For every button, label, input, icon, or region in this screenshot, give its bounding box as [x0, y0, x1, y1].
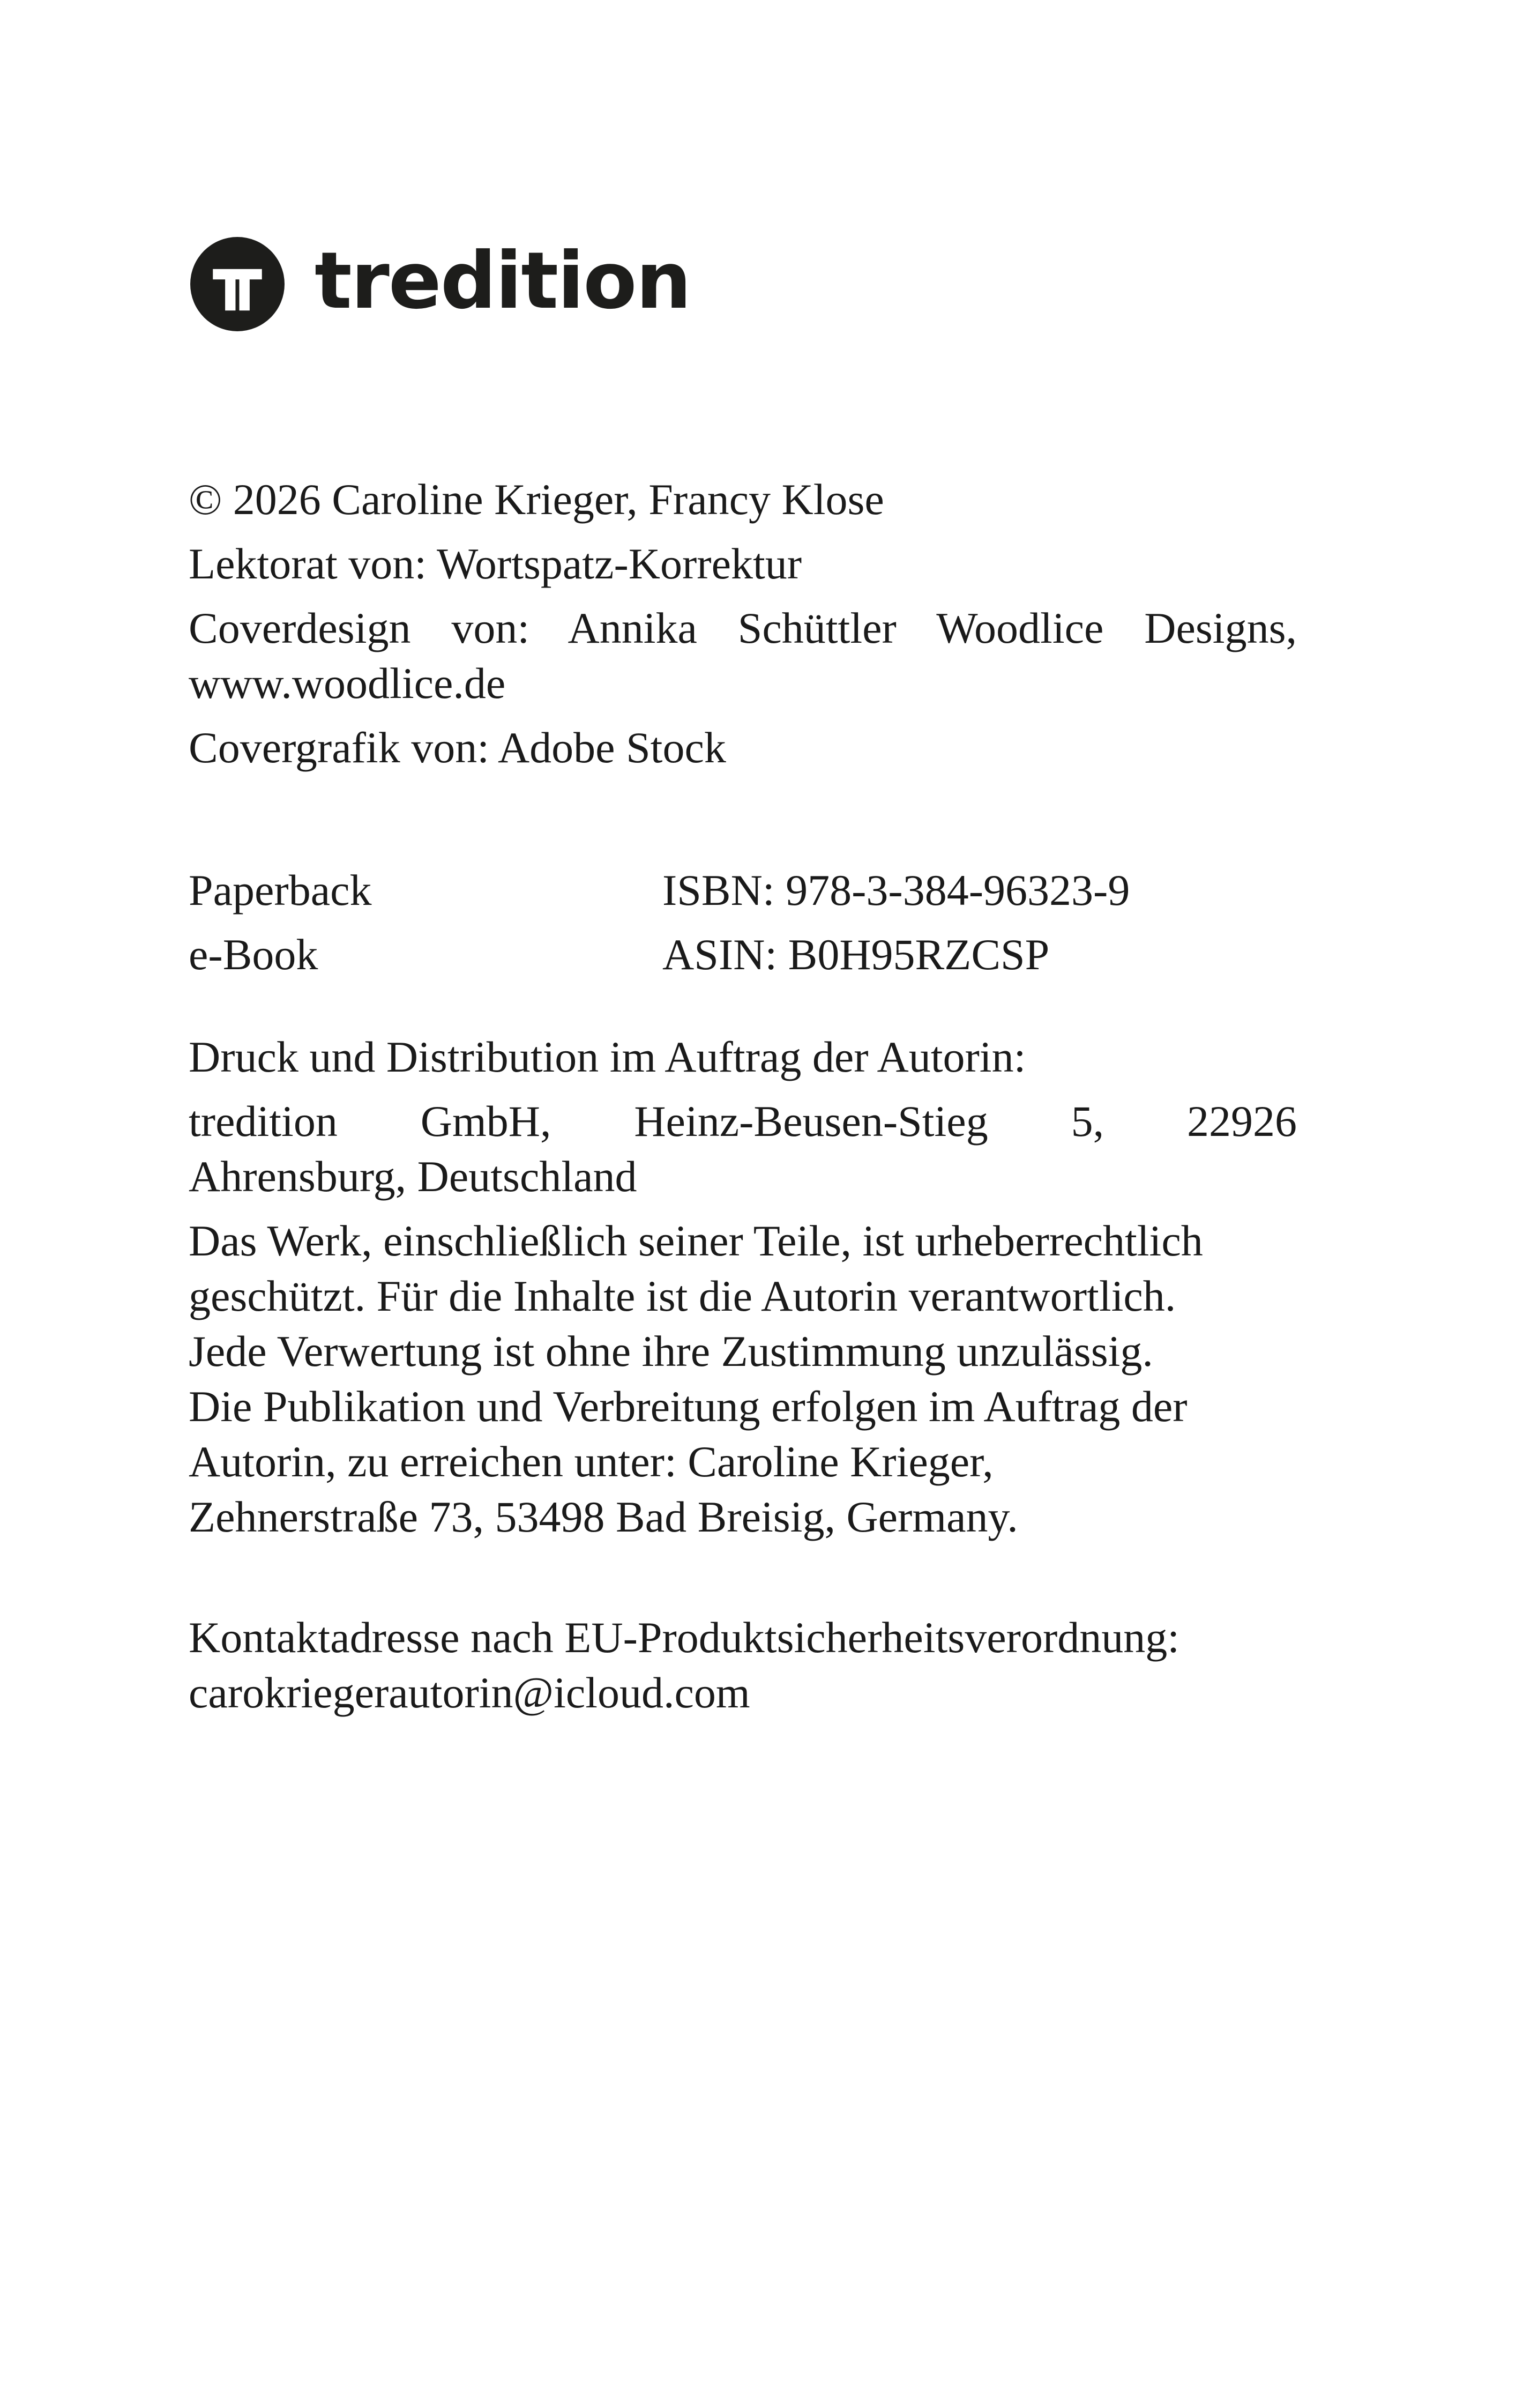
identifier-row [189, 927, 1297, 982]
identifier-code: ISBN: 978-3-384-96323-9 [662, 866, 1130, 915]
distribution-block [189, 1029, 1297, 1544]
copyright-line: © 2026 Caroline Krieger, Francy Klose [189, 475, 884, 524]
publisher-logo [190, 237, 690, 331]
rights-text-line: Die Publikation und Verbreitung erfolgen im Auftrag der [189, 1382, 1188, 1431]
contact-label: Kontaktadresse nach EU-Produktsicherheitsverordnung: [189, 1613, 1180, 1662]
distribution-address-line: tredition GmbH, Heinz-Beusen-Stieg 5, 22926 [189, 1097, 1297, 1146]
contact-email: carokriegerautorin@icloud.com [189, 1668, 750, 1717]
logo-wordmark: tredition [315, 235, 691, 326]
rights-text-line: Das Werk, einschließlich seiner Teile, ist urheberrechtlich [189, 1216, 1203, 1265]
identifier-format: Paperback [189, 866, 372, 915]
tredition-logo-icon [190, 237, 285, 331]
identifier-code: ASIN: B0H95RZCSP [662, 930, 1050, 979]
rights-text-line: Zehnerstraße 73, 53498 Bad Breisig, Germany. [189, 1492, 1018, 1541]
contact-block [189, 1610, 1297, 1720]
cover-design-website: www.woodlice.de [189, 659, 506, 708]
cover-design-credit: Coverdesign von: Annika Schüttler Woodlice Designs, [189, 604, 1297, 652]
distribution-address-line: Ahrensburg, Deutschland [189, 1152, 637, 1201]
identifier-row [189, 863, 1297, 918]
rights-text-line: geschützt. Für die Inhalte ist die Autorin verantwortlich. [189, 1272, 1176, 1320]
cover-graphic-credit: Covergrafik von: Adobe Stock [189, 723, 726, 772]
identifier-format: e-Book [189, 930, 318, 979]
editing-credit: Lektorat von: Wortspatz-Korrektur [189, 539, 802, 588]
identifiers-table [189, 863, 1297, 982]
rights-text-line: Jede Verwertung ist ohne ihre Zustimmung unzulässig. [189, 1327, 1153, 1376]
rights-text-line: Autorin, zu erreichen unter: Caroline Krieger, [189, 1437, 994, 1486]
credits-block [189, 472, 1297, 775]
distribution-heading: Druck und Distribution im Auftrag der Autorin: [189, 1032, 1026, 1081]
